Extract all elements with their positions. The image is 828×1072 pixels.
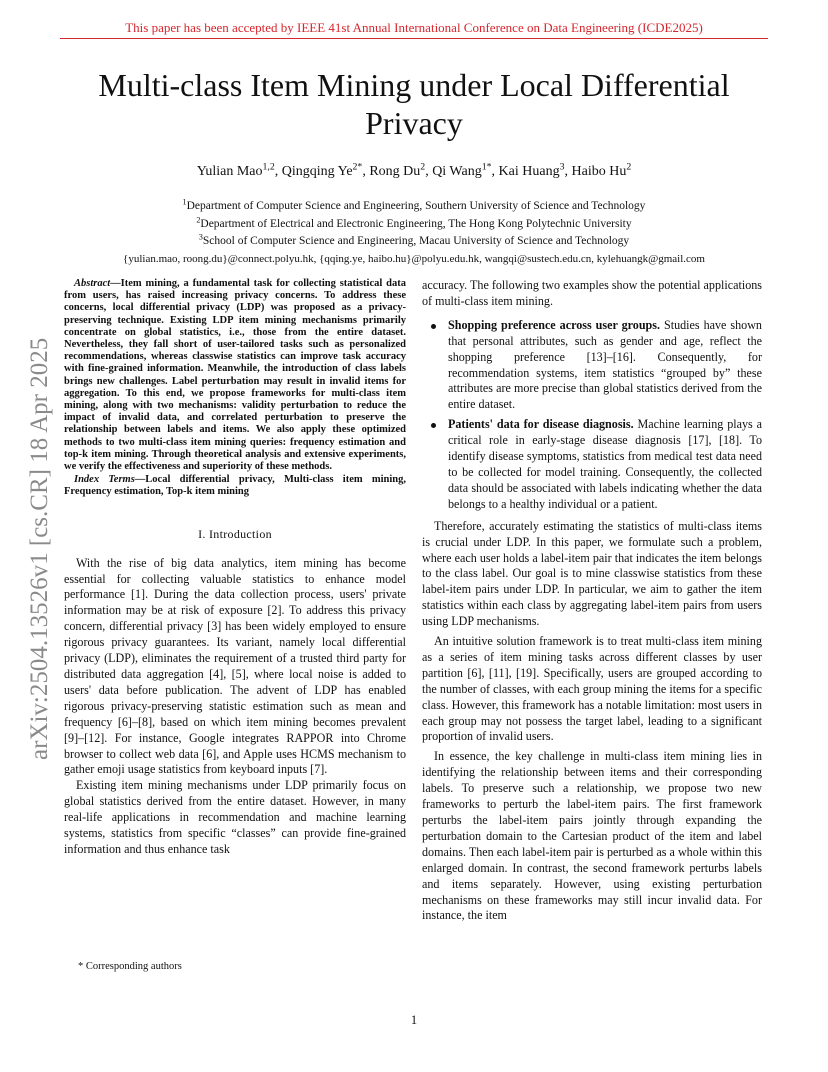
arxiv-identifier: arXiv:2504.13526v1 [cs.CR] 18 Apr 2025	[26, 337, 53, 760]
bullet-dot	[431, 423, 436, 428]
body-paragraph: In essence, the key challenge in multi-class item mining lies in identifying the relationship between items and their corresponding labels. To preserve such a relationship, we propose two new frameworks to perturb the label-item pairs. The first framework perturbs the label-item pairs jointly through expanding the perturbation domain to the Cartesian product of the item and label domains. Then each label-item pair is perturbed as a whole within this enlarged domain. In contrast, the second framework perturbs labels and items separately. However, using existing perturbation mechanisms on these frameworks may still incur invalid data. For instance, the item	[422, 749, 762, 923]
affiliation-line	[60, 216, 768, 234]
affiliation-text: School of Computer Science and Engineering, Macau University of Science and Technology	[202, 235, 630, 247]
affiliation-line	[60, 233, 768, 251]
affiliation-text: Department of Computer Science and Engineering, Southern University of Science and Technology	[186, 200, 646, 212]
example-bullets	[422, 318, 762, 513]
affiliation-mark: 2	[196, 215, 201, 225]
left-column	[64, 278, 406, 858]
affiliation-mark: 3	[198, 232, 203, 242]
abstract-text: —Item mining, a fundamental task for collecting statistical data from users, has raised increasing privacy concerns. To address these concerns, local differential privacy (LDP) was proposed as a privacy-preserving technique. Existing LDP item mining mechanisms primarily concentrate on global statistics, i.e., those from the entire dataset. Nevertheless, they fall short of user-tailored tasks such as personalized recommendations, whereas classwise statistics can improve task accuracy with fine-grained information. Meanwhile, the introduction of class labels brings new challenges. Label perturbation may result in invalid items for aggregation. To this end, we propose frameworks for multi-class item mining, along with two mechanisms: validity perturbation to reduce the impact of invalid data, and correlated perturbation to preserve the relationship between labels and items. We also apply these optimized methods to two multi-class item mining queries: frequency estimation and top-k item mining. Through theoretical analysis and extensive experiments, we verify the effectiveness and superiority of these methods.	[64, 278, 406, 473]
abstract-label: Abstract	[74, 278, 111, 289]
author-affiliation-mark: 2	[420, 161, 426, 173]
author-name: Qingqing Ye	[281, 164, 353, 179]
footnote: * Corresponding authors	[78, 961, 182, 972]
body-paragraph: Existing item mining mechanisms under LDP primarily focus on global statistics derived from the entire dataset. However, in many real-life applications in recommendation and machine learning systems, statistics from specific “classes” can provide fine-grained information and thus enhance task	[64, 778, 406, 856]
index-terms	[64, 474, 406, 498]
author-affiliation-mark: 3	[559, 161, 565, 173]
author-list: Yulian Mao$^{1,2}$, Qingqing $Ye^{2*}$, Rong Du$^2$, Qi Wang$^{1*}$, Kai Huang$^3$, Haibo Hu$^2$	[196, 161, 632, 179]
bullet-text: Machine learning plays a critical role in early-stage disease diagnosis [17], [18]. To identify disease symptoms, statistics from medical test data need to be collected for model training. Consequently, the collected data should be associated with labels indicating whether the data belongs to a healthy individual or a patient.	[448, 417, 762, 511]
left-paragraphs	[64, 556, 406, 858]
right-paragraphs	[422, 519, 762, 925]
author-emails: {yulian.mao, roong.du}@connect.polyu.hk, {qqing.ye, haibo.hu}@polyu.edu.hk, wangqi@sustech.edu.cn, kylehuangk@gmail.com	[123, 252, 705, 265]
index-terms-label: Index Terms	[74, 474, 135, 486]
author-name: Yulian Mao	[196, 164, 263, 179]
body-paragraph: Therefore, accurately estimating the statistics of multi-class items is crucial under LDP. In this paper, we formulate such a problem, where each user holds a label-item pair that indicates the item belongs to the class label. Our goal is to mine classwise statistics from these label-item pairs under LDP. In particular, we aim to gather the item statistics within each class by aggregating label-item pairs from users using LDP mechanisms.	[422, 518, 762, 629]
author-name: Kai Huang	[498, 164, 560, 179]
bullet-heading: Shopping preference across user groups.	[448, 317, 661, 332]
author-affiliation-mark: 1,2	[262, 161, 275, 173]
body-paragraph: An intuitive solution framework is to treat multi-class item mining as a series of item mining tasks across different classes by user partition [6], [11], [19]. Specifically, users are grouped according to the number of classes, with each group mining the items for a specific class. However, this framework has a notable limitation: most users in each group may not possess the target label, leading to a significant proportion of invalid users.	[422, 634, 762, 744]
index-terms-text: —Local differential privacy, Multi-class item mining, Frequency estimation, Top-k item mining	[64, 474, 406, 498]
abstract	[64, 278, 406, 473]
bullet-item	[422, 417, 762, 512]
affiliation-line	[60, 198, 768, 216]
affiliation-text: Department of Electrical and Electronic Engineering, The Hong Kong Polytechnic University	[200, 217, 632, 230]
acceptance-banner: This paper has been accepted by IEEE 41st Annual International Conference on Data Engineering (ICDE2025)	[125, 20, 703, 35]
section-heading	[64, 527, 406, 542]
right-intro: accuracy. The following two examples show the potential applications of multi-class item mining.	[422, 278, 762, 308]
right-column	[422, 278, 762, 924]
page-number: 1	[410, 1013, 418, 1027]
author-name: Haibo Hu	[571, 164, 627, 179]
section-number: I.	[198, 526, 206, 541]
affiliations	[60, 198, 768, 268]
bullet-heading: Patients' data for disease diagnosis.	[448, 417, 634, 432]
author-name: Rong Du	[369, 164, 421, 179]
bullet-item	[422, 318, 762, 413]
author-affiliation-mark: 2*	[352, 161, 363, 173]
bullet-text: Studies have shown that personal attributes, such as gender and age, reflect the shopping preference [13]–[16]. Consequently, for recommendation systems, item statistics “grouped by” these attributes are more precise than global statistics derived from the entire dataset.	[448, 317, 762, 412]
affiliation-mark: 1	[182, 197, 187, 207]
section-title: Introduction	[209, 526, 272, 541]
body-paragraph: With the rise of big data analytics, item mining has become essential for collecting valuable statistics to enhance model performance [1]. During the data collection process, users' private information may be at risk of exposure [2]. To address this privacy concern, differential privacy [3] has been widely employed to ensure rigorous privacy guarantees. Its variant, namely local differential privacy (LDP), eliminates the requirement of a trusted third party for distributed data aggregation [4], [5], where local noise is added to users' data before publication. The advent of LDP has enabled rigorous privacy-preserving statistic estimation such as mean and frequency [6]–[8], based on which item mining becomes prevalent [9]–[12]. For instance, Google integrates RAPPOR into Chrome browser to collect web data [6], and Apple uses HCMS mechanism to gather emoji usage statistics from keyboard inputs [7].	[64, 555, 406, 777]
author-name: Qi Wang	[432, 164, 482, 179]
paper-title: Multi-class Item Mining under Local Differential Privacy	[98, 67, 730, 141]
arxiv-sidebar	[22, 280, 56, 760]
bullet-dot	[431, 324, 436, 329]
author-affiliation-mark: 2	[626, 161, 632, 173]
banner-rule	[60, 38, 768, 39]
author-affiliation-mark: 1*	[481, 161, 492, 173]
